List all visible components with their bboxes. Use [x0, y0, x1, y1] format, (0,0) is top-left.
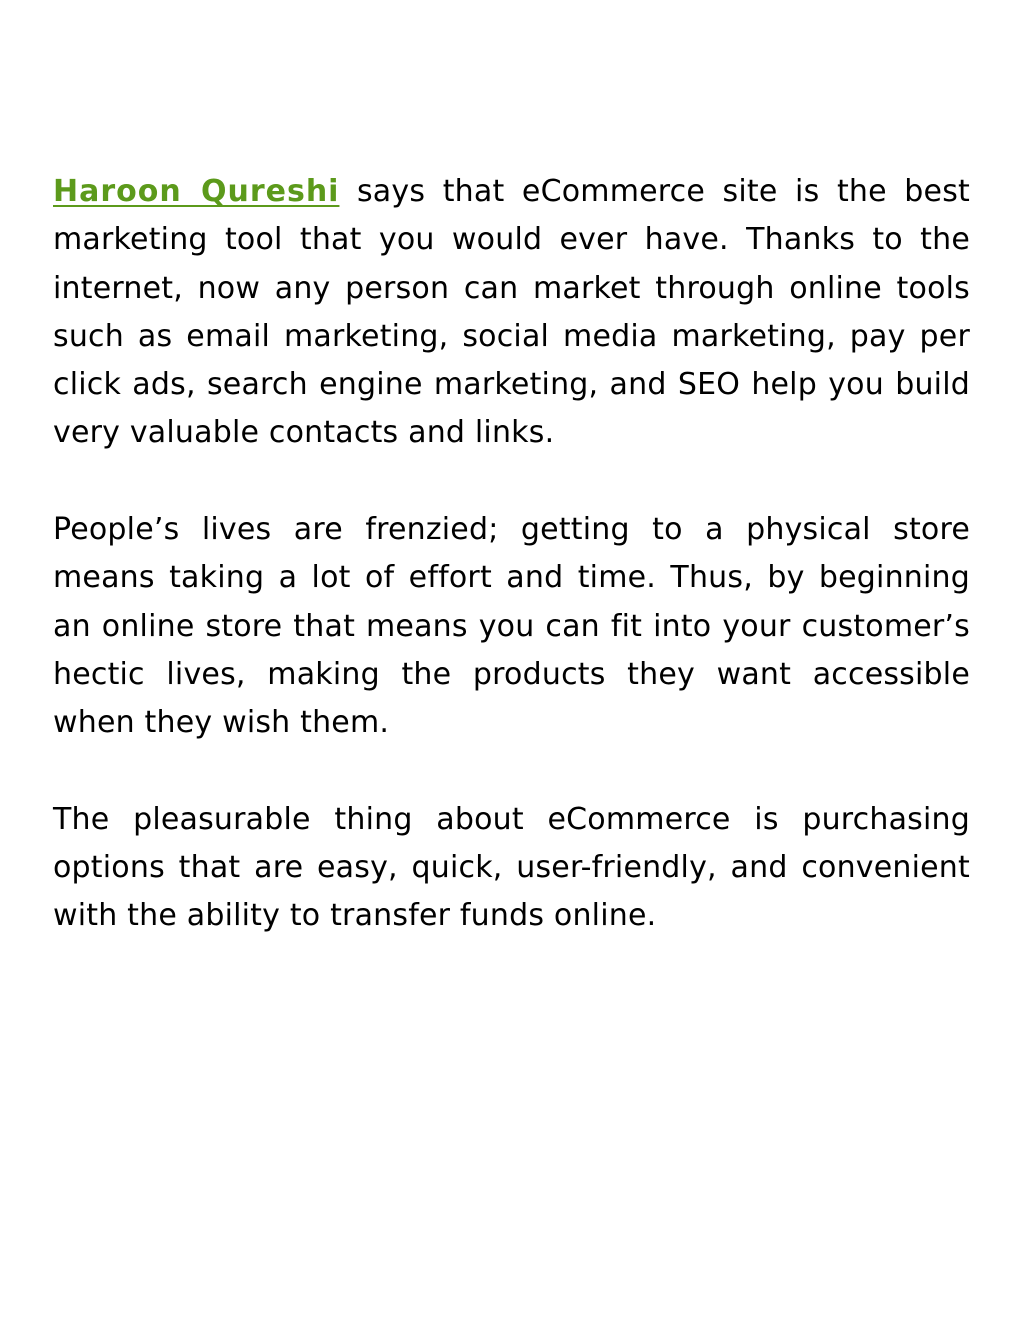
document-body [53, 168, 970, 989]
author-link[interactable]: Haroon Qureshi [53, 174, 340, 209]
paragraph-2 [53, 506, 970, 747]
paragraph-1-text: says that eCommerce site is the best marketing tool that you would ever have. Thanks to the internet, now any person can market through online tools such as email marketing, social media marketing, pay per click ads, search engine marketing, and SEO help you build very valuable contacts and links. [53, 174, 970, 451]
paragraph-3 [53, 796, 970, 941]
paragraph-1 [53, 168, 970, 458]
paragraph-3-text: The pleasurable thing about eCommerce is purchasing options that are easy, quick, user-friendly, and convenient with the ability to transfer funds online. [53, 801, 970, 934]
paragraph-2-text: People’s lives are frenzied; getting to a physical store means taking a lot of effort and time. Thus, by beginning an online store that means you can fit into your customer’s hectic lives, making the products they want accessible when they wish them. [53, 512, 970, 741]
